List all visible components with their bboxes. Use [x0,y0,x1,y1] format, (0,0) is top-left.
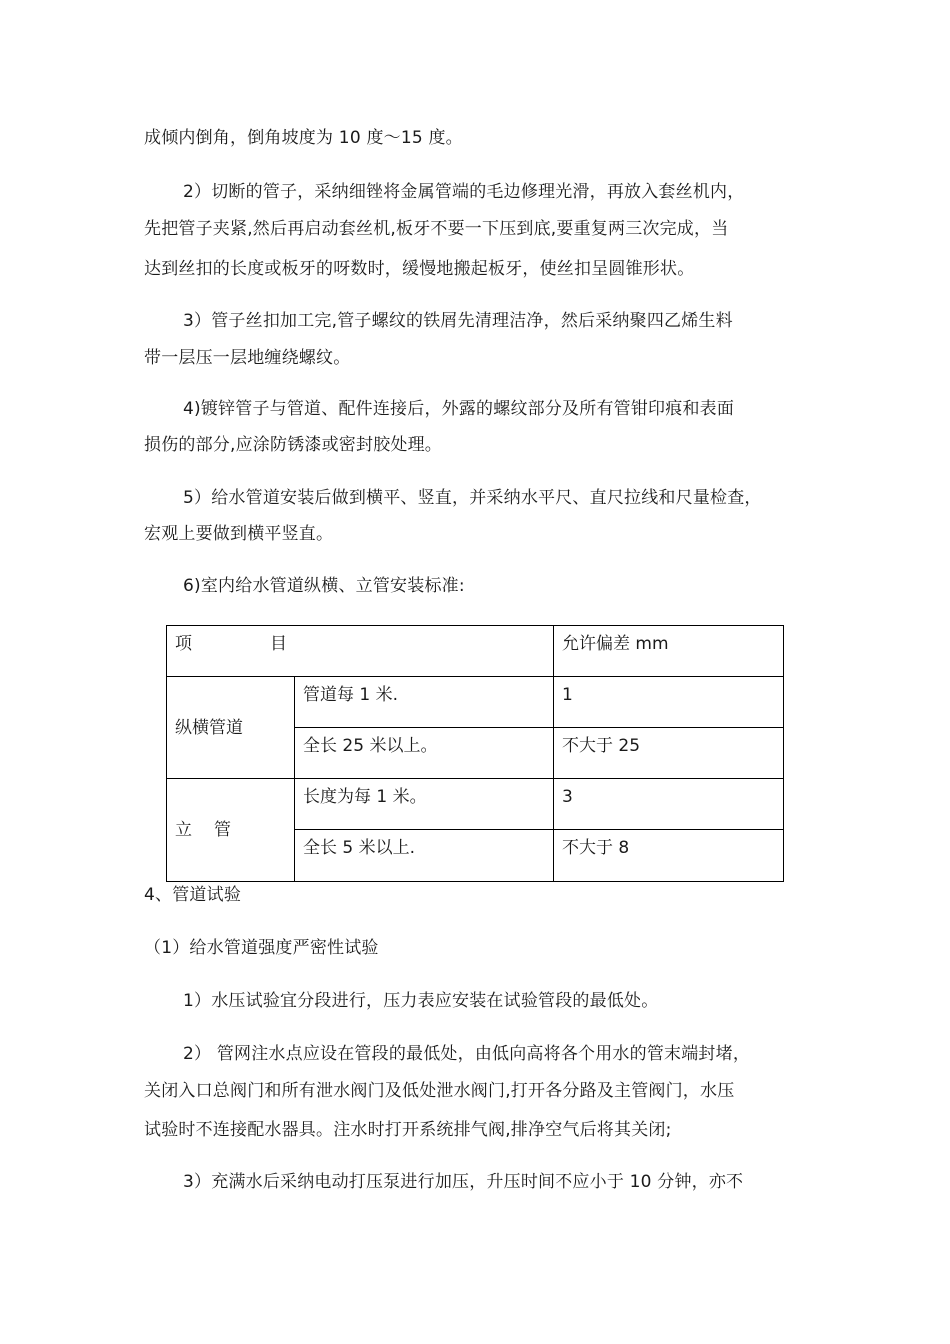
item-cell: 长度为每 1 米。 [295,779,554,830]
paragraph-line: 1）水压试验宜分段进行，压力表应安装在试验管段的最低处。 [183,991,659,1011]
group-name-label: 立 [175,820,192,840]
paragraph-line: 关闭入口总阀门和所有泄水阀门及低处泄水阀门,打开各分路及主管阀门，水压 [144,1081,735,1101]
paragraph-line: 达到丝扣的长度或板牙的呀数时，缓慢地搬起板牙，使丝扣呈圆锥形状。 [144,259,695,279]
tolerance-table [166,625,784,882]
group-name-cell: 纵横管道 [167,677,295,779]
header-item-label: 项 [175,634,192,654]
item-cell: 管道每 1 米. [295,677,554,728]
header-item-label: 目 [270,634,287,654]
item-cell: 全长 25 米以上。 [295,728,554,779]
group-name-cell [167,779,295,882]
subsection-heading: （1）给水管道强度严密性试验 [144,938,379,958]
paragraph-line: 先把管子夹紧,然后再启动套丝机,板牙不要一下压到底,要重复两三次完成，当 [144,219,729,239]
item-cell: 全长 5 米以上. [295,830,554,882]
table-header-row [167,626,784,677]
paragraph-line: 3）管子丝扣加工完,管子螺纹的铁屑先清理洁净，然后采纳聚四乙烯生料 [183,311,733,331]
value-cell: 3 [554,779,784,830]
value-cell: 1 [554,677,784,728]
paragraph-line: 带一层压一层地缠绕螺纹。 [144,348,351,368]
table-row [167,779,784,830]
group-name-label: 管 [214,820,231,840]
paragraph-line: 成倾内倒角，倒角坡度为 10 度～15 度。 [144,128,463,148]
header-item-cell [167,626,554,677]
paragraph-line: 3）充满水后采纳电动打压泵进行加压，升压时间不应小于 10 分钟，亦不 [183,1172,744,1192]
paragraph-line: 2）切断的管子，采纳细锉将金属管端的毛边修理光滑，再放入套丝机内， [183,182,745,202]
value-cell: 不大于 25 [554,728,784,779]
table-row [167,677,784,728]
paragraph-line: 宏观上要做到横平竖直。 [144,524,334,544]
value-cell: 不大于 8 [554,830,784,882]
paragraph-line: 5）给水管道安装后做到横平、竖直，并采纳水平尺、直尺拉线和尺量检查， [183,488,762,508]
paragraph-line: 试验时不连接配水器具。注水时打开系统排气阀,排净空气后将其关闭; [144,1120,672,1140]
paragraph-line: 损伤的部分,应涂防锈漆或密封胶处理。 [144,435,443,455]
header-tolerance-cell: 允许偏差 mm [554,626,784,677]
paragraph-line: 2） 管网注水点应设在管段的最低处，由低向高将各个用水的管末端封堵， [183,1044,751,1064]
paragraph-line: 6)室内给水管道纵横、立管安装标准: [183,576,465,596]
section-heading: 4、管道试验 [144,885,242,905]
paragraph-line: 4)镀锌管子与管道、配件连接后，外露的螺纹部分及所有管钳印痕和表面 [183,399,735,419]
